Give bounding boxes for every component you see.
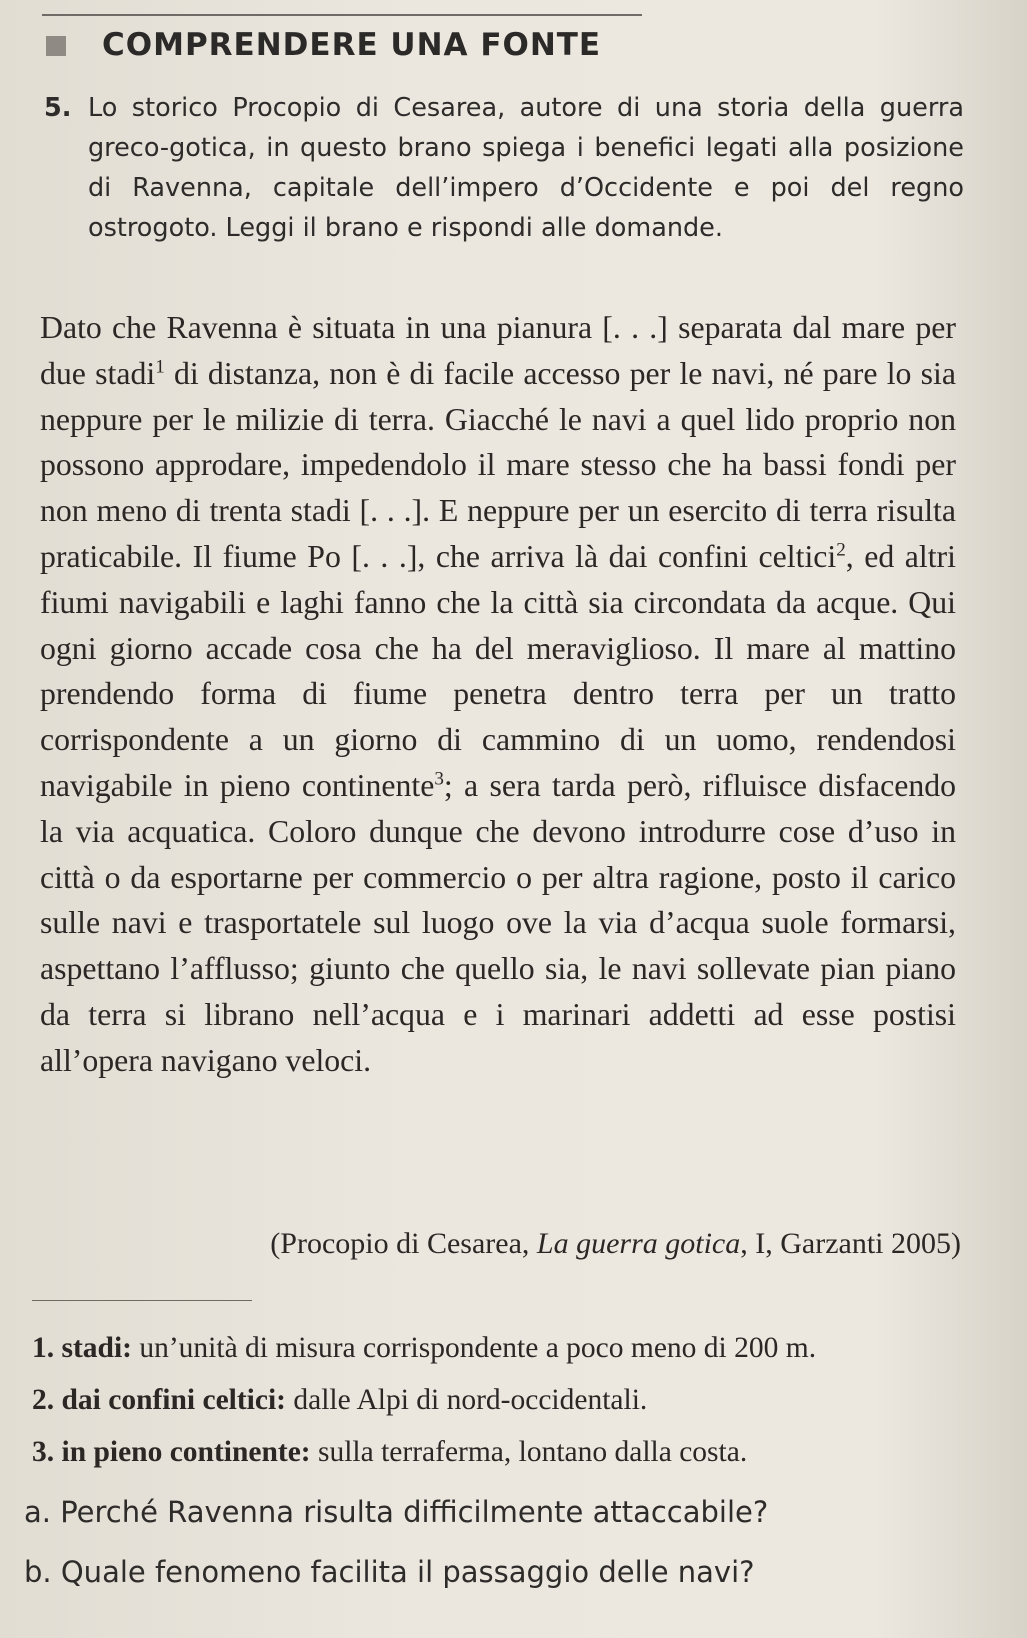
passage-text: , ed altri fiumi navigabili e laghi fanno che la città sia circondata da acque. Qui ogni giorno accade cosa che ha del meraviglioso. Il mare al mattino prendendo forma di fiume penetra dentro terra per un tratto corrispondente a un giorno di cammino di un uomo, rendendosi navigabile in pieno continente bbox=[40, 538, 956, 803]
citation-suffix: , I, Garzanti 2005) bbox=[740, 1227, 961, 1260]
source-citation bbox=[270, 1226, 961, 1262]
question-letter: b. bbox=[24, 1555, 52, 1589]
footnote-ref: 3 bbox=[434, 768, 444, 790]
footnote-ref: 2 bbox=[836, 539, 846, 561]
square-bullet-icon bbox=[46, 36, 66, 56]
top-divider bbox=[42, 14, 642, 16]
footnotes bbox=[32, 1322, 982, 1478]
passage-text: ; a sera tarda però, rifluisce disfacendo la via acquatica. Coloro dunque che devono introdurre cose d’uso in città o da esportarne per commercio o per altra ragione, posto il carico sulle navi e trasportatele sul luogo ove la via d’acqua suole formarsi, aspettano l’afflusso; giunto che quello sia, le navi sollevate pian piano da terra si librano nell’acqua e i marinari addetti ad esse postisi all’opera navigano veloci. bbox=[40, 767, 957, 1078]
footnote-text: un’unità di misura corrispondente a poco meno di 200 m. bbox=[139, 1332, 817, 1364]
exercise-instructions bbox=[44, 88, 964, 248]
footnote-term: stadi: bbox=[61, 1332, 132, 1364]
footnote-number: 2. bbox=[32, 1384, 55, 1416]
footnote-divider bbox=[32, 1300, 252, 1301]
footnote-number: 1. bbox=[32, 1332, 55, 1364]
section-header bbox=[46, 27, 602, 63]
passage-paragraph bbox=[40, 305, 956, 1084]
footnote-item bbox=[32, 1374, 982, 1426]
footnote-item bbox=[32, 1426, 982, 1478]
footnote-text: dalle Alpi di nord-occidentali. bbox=[293, 1384, 648, 1416]
passage-text: Dato che Ravenna è situata in una pianura [. . .] separata dal mare per due stadi bbox=[40, 310, 956, 391]
question-letter: a. bbox=[24, 1495, 51, 1529]
citation-prefix: (Procopio di Cesarea, bbox=[270, 1227, 537, 1260]
question-item bbox=[24, 1482, 984, 1542]
footnote-term: dai confini celtici: bbox=[61, 1384, 286, 1416]
question-text: Quale fenomeno facilita il passaggio delle navi? bbox=[60, 1555, 755, 1589]
footnote-text: sulla terraferma, lontano dalla costa. bbox=[318, 1436, 748, 1468]
footnote-item bbox=[32, 1322, 982, 1374]
exercise-number: 5. bbox=[44, 93, 72, 123]
exercise-intro: Lo storico Procopio di Cesarea, autore di una storia della guerra greco-gotica, in questo brano spiega i benefici legati alla posizione di Ravenna, capitale dell’impero d’Occidente e poi del regno ostrogoto. Leggi il brano e rispondi alle domande. bbox=[88, 93, 964, 243]
question-item bbox=[24, 1542, 984, 1602]
questions bbox=[24, 1482, 984, 1602]
section-title: COMPRENDERE UNA FONTE bbox=[102, 27, 602, 63]
passage-text: di distanza, non è di facile accesso per le navi, né pare lo sia neppure per le milizie di terra. Giacché le navi a quel lido proprio non possono approdare, impedendolo il mare stesso che ha bassi fondi per non meno di trenta stadi [. . .]. E neppure per un esercito di terra risulta praticabile. Il fiume Po [. . .], che arriva là dai confini celtici bbox=[40, 355, 957, 574]
citation-work-title: La guerra gotica bbox=[536, 1227, 741, 1260]
footnote-number: 3. bbox=[32, 1436, 55, 1468]
question-text: Perché Ravenna risulta difficilmente attaccabile? bbox=[60, 1495, 769, 1529]
footnote-term: in pieno continente: bbox=[61, 1436, 311, 1468]
source-passage bbox=[40, 305, 956, 1084]
footnote-ref: 1 bbox=[155, 356, 165, 378]
